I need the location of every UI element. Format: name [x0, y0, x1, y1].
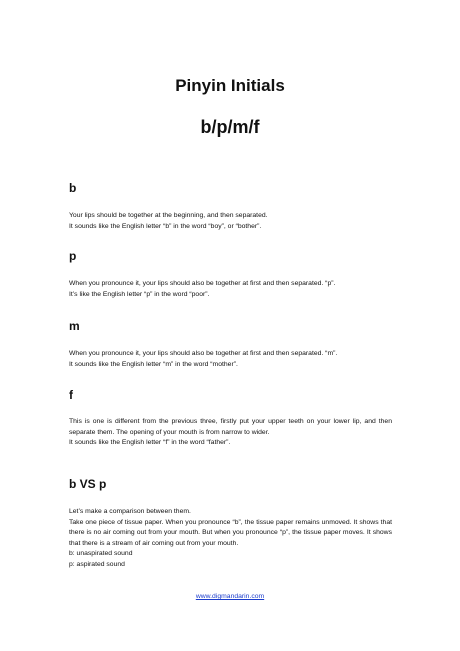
section-body-p: [69, 279, 392, 300]
section-body-m: [69, 349, 392, 370]
footer-website-link[interactable]: www.digmandarin.com: [195, 593, 265, 600]
paragraph-line: Let’s make a comparison between them.: [69, 508, 191, 515]
section-body-f: [69, 417, 392, 449]
paragraph-line: b: unaspirated sound: [69, 550, 133, 558]
page-title: Pinyin Initials: [175, 76, 285, 95]
section-heading-m: m: [69, 319, 80, 333]
paragraph-line: p: aspirated sound: [69, 560, 125, 568]
section-body-b: [69, 211, 392, 232]
paragraph-line: When you pronounce it, your lips should also be together at first and then separated. “p”.: [69, 280, 336, 287]
paragraph-line: It sounds like the English letter “b” in the word “boy”, or “bother”.: [69, 222, 262, 230]
paragraph-line: Take one piece of tissue paper. When you pronounce “b”, the tissue paper remains unmoved. It shows that there is no air coming out from your mouth. But when you pronounce “p”, the tissue paper moves. It shows that there is a stream of air coming out from your mouth.: [69, 518, 392, 547]
paragraph-line: This is one is different from the previous three, firstly put your upper teeth on your lower lip, and then separate them. The opening of your mouth is from narrow to wider.: [69, 418, 392, 436]
paragraph-line: It’s like the English letter “p” in the word “poor”.: [69, 290, 210, 298]
section-heading-b: b: [69, 181, 77, 195]
paragraph-line: Your lips should be together at the beginning, and then separated.: [69, 212, 268, 219]
section-body-b-vs-p: [69, 507, 392, 571]
paragraph-line: When you pronounce it, your lips should also be together at first and then separated. “m”.: [69, 350, 338, 357]
section-heading-f: f: [69, 388, 73, 402]
paragraph-line: It sounds like the English letter “m” in the word “mother”.: [69, 360, 238, 368]
paragraph-line: It sounds like the English letter “f” in the word “father”.: [69, 439, 231, 447]
section-heading-p: p: [69, 249, 77, 263]
page-subtitle: b/p/m/f: [200, 117, 260, 137]
section-heading-b-vs-p: b VS p: [69, 477, 107, 491]
